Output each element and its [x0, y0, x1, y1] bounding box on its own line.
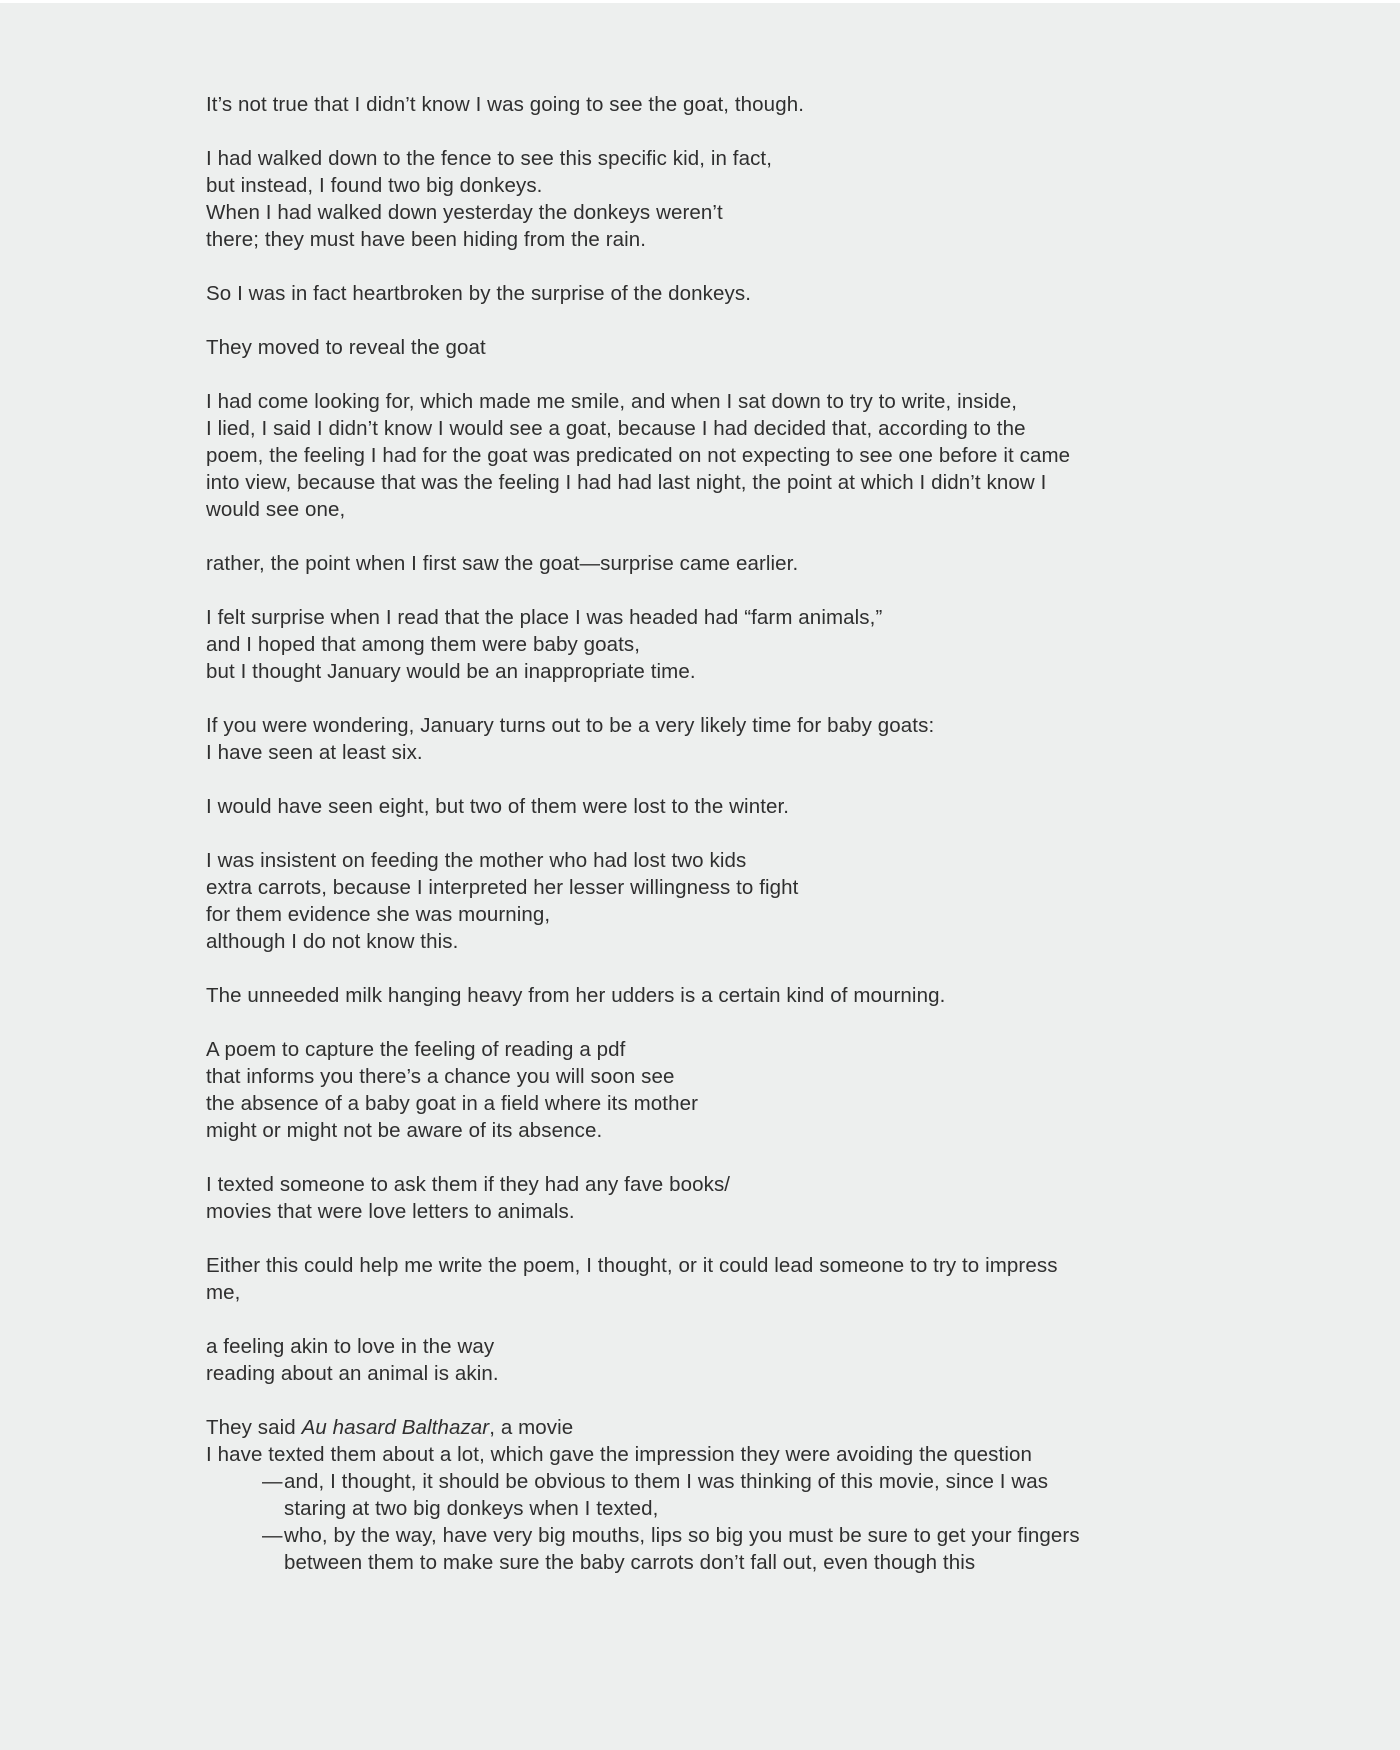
poem-line: might or might not be aware of its absence.: [206, 1119, 603, 1142]
poem-line: would see one,: [206, 498, 346, 521]
poem-line: a feeling akin to love in the way: [206, 1335, 495, 1358]
poem-line: into view, because that was the feeling I had had last night, the point at which I didn’t know I: [206, 471, 1047, 494]
dash-list: [206, 1468, 1206, 1576]
stanza: [206, 280, 1206, 307]
stanza: [206, 982, 1206, 1009]
poem-line: me,: [206, 1281, 241, 1304]
stanza: [206, 847, 1206, 955]
poem-line: When I had walked down yesterday the donkeys weren’t: [206, 201, 723, 224]
stanza: [206, 388, 1206, 523]
stanza: [206, 793, 1206, 820]
poem-line: movies that were love letters to animals.: [206, 1200, 575, 1223]
poem-line: I have seen at least six.: [206, 741, 423, 764]
movie-title: Au hasard Balthazar: [301, 1416, 490, 1439]
stanza: [206, 1036, 1206, 1144]
line-lead: They said: [206, 1416, 302, 1439]
poem-line: The unneeded milk hanging heavy from her udders is a certain kind of mourning.: [206, 984, 946, 1007]
poem-body: [206, 91, 1206, 1576]
poem-line: and I hoped that among them were baby goats,: [206, 633, 641, 656]
poem-line: If you were wondering, January turns out to be a very likely time for baby goats:: [206, 714, 935, 737]
dash-list-item: [262, 1522, 1104, 1576]
poem-line: I texted someone to ask them if they had any fave books/: [206, 1173, 731, 1196]
poem-line: [206, 1414, 1206, 1441]
poem-line: but I thought January would be an inappropriate time.: [206, 660, 696, 683]
dash-item-text: who, by the way, have very big mouths, lips so big you must be sure to get your fingers between them to make sure the baby carrots don’t fall out, even though this: [284, 1524, 1080, 1574]
poem-line: I had come looking for, which made me smile, and when I sat down to try to write, inside,: [206, 390, 1018, 413]
poem-line: Either this could help me write the poem, I thought, or it could lead someone to try to impress: [206, 1254, 1058, 1277]
dash-list-item: [262, 1468, 1104, 1522]
poem-line: but instead, I found two big donkeys.: [206, 174, 543, 197]
line-tail: , a movie: [489, 1416, 574, 1439]
poem-line: rather, the point when I first saw the goat—surprise came earlier.: [206, 552, 799, 575]
poem-line: extra carrots, because I interpreted her lesser willingness to fight: [206, 876, 799, 899]
poem-line: It’s not true that I didn’t know I was going to see the goat, though.: [206, 93, 804, 116]
poem-line: I had walked down to the fence to see this specific kid, in fact,: [206, 147, 773, 170]
stanza: [206, 1333, 1206, 1387]
poem-line: I was insistent on feeding the mother who had lost two kids: [206, 849, 747, 872]
poem-line: there; they must have been hiding from the rain.: [206, 228, 647, 251]
poem-line: for them evidence she was mourning,: [206, 903, 551, 926]
stanza: [206, 91, 1206, 118]
poem-line: I lied, I said I didn’t know I would see a goat, because I had decided that, according to the: [206, 417, 1026, 440]
poem-line: I have texted them about a lot, which gave the impression they were avoiding the question: [206, 1443, 1032, 1466]
page-top-edge: [0, 0, 1400, 3]
dash-item-text: and, I thought, it should be obvious to them I was thinking of this movie, since I was staring at two big donkeys when I texted,: [284, 1470, 1049, 1520]
poem-line: A poem to capture the feeling of reading a pdf: [206, 1038, 626, 1061]
stanza: [206, 712, 1206, 766]
poem-line: I would have seen eight, but two of them were lost to the winter.: [206, 795, 790, 818]
poem-line: the absence of a baby goat in a field where its mother: [206, 1092, 699, 1115]
poem-line: I felt surprise when I read that the place I was headed had “farm animals,”: [206, 606, 883, 629]
poem-line: that informs you there’s a chance you will soon see: [206, 1065, 675, 1088]
stanza: [206, 604, 1206, 685]
stanza: [206, 550, 1206, 577]
em-dash: —: [262, 1524, 283, 1547]
poem-line: reading about an animal is akin.: [206, 1362, 499, 1385]
stanza: [206, 1171, 1206, 1225]
stanza: [206, 334, 1206, 361]
poem-line: They moved to reveal the goat: [206, 336, 486, 359]
poem-line: although I do not know this.: [206, 930, 459, 953]
em-dash: —: [262, 1470, 283, 1493]
final-stanza: [206, 1414, 1206, 1576]
stanza: [206, 1252, 1206, 1306]
poem-line: So I was in fact heartbroken by the surprise of the donkeys.: [206, 282, 751, 305]
poem-line: poem, the feeling I had for the goat was predicated on not expecting to see one before it came: [206, 444, 1071, 467]
stanza: [206, 145, 1206, 253]
